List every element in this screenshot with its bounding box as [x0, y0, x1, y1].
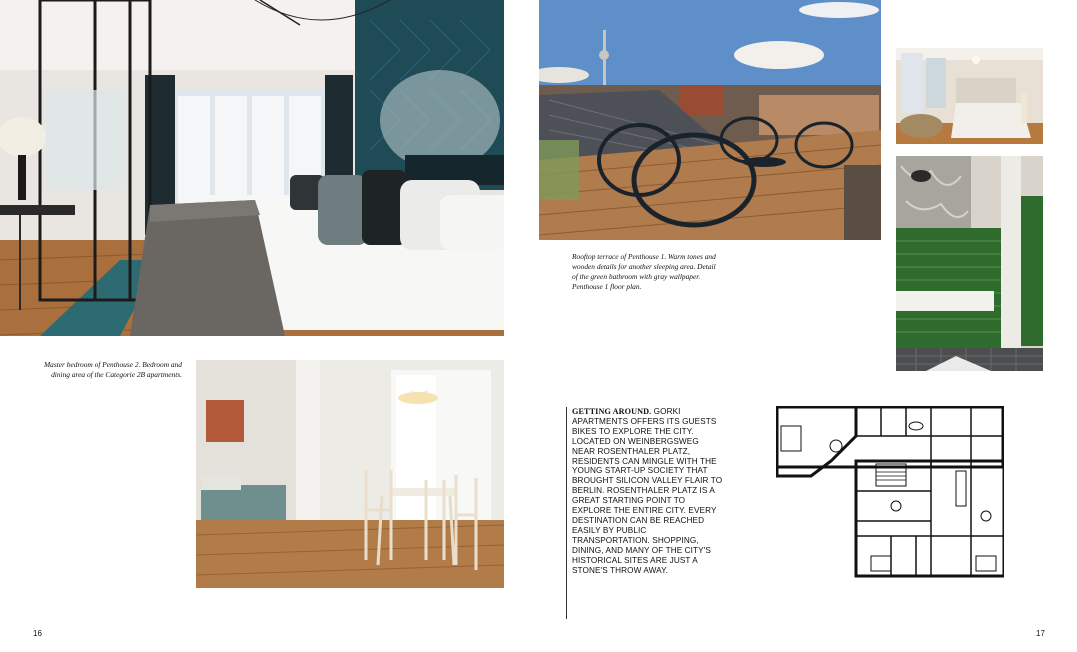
warm-bedroom-photo	[896, 48, 1043, 144]
green-bathroom-photo	[896, 156, 1043, 371]
article-body: GORKI APARTMENTS OFFERS ITS GUESTS BIKES TO EXPLORE THE CITY. LOCATED ON WEINBERGSWEG NEAR ROSENTHALER PLATZ, RESIDENTS CAN MINGLE WITH THE YOUNG START-UP SOCIETY THAT BROUGHT SILICON VALLEY FLAIR TO BERLIN. ROSENTHALER PLATZ IS A GREAT STARTING POINT TO EXPLORE THE ENTIRE CITY. EVERY DESTINATION CAN BE REACHED EASILY BY PUBLIC TRANSPORTATION. SHOPPING, DINING, AND MANY OF THE CITY'S HISTORICAL SITES ARE JUST A STONE'S THROW AWAY.	[572, 407, 723, 575]
article-text	[572, 407, 724, 575]
right-caption: Rooftop terrace of Penthouse 1. Warm tones and wooden details for another sleeping area. Detail of the green bathroom with gray wallpaper. Penthouse 1 floor plan.	[572, 252, 716, 291]
page-number-left: 16	[33, 629, 42, 638]
column-rule	[566, 407, 567, 619]
page-number-right: 17	[1036, 629, 1045, 638]
floor-plan	[776, 406, 1004, 578]
left-caption: Master bedroom of Penthouse 2. Bedroom and dining area of the Categorie 2B apartments.	[43, 360, 182, 379]
master-bedroom-photo	[0, 0, 504, 336]
dining-area-photo	[196, 360, 504, 588]
article-lead: GETTING AROUND.	[572, 407, 652, 416]
rooftop-terrace-photo	[539, 0, 881, 240]
